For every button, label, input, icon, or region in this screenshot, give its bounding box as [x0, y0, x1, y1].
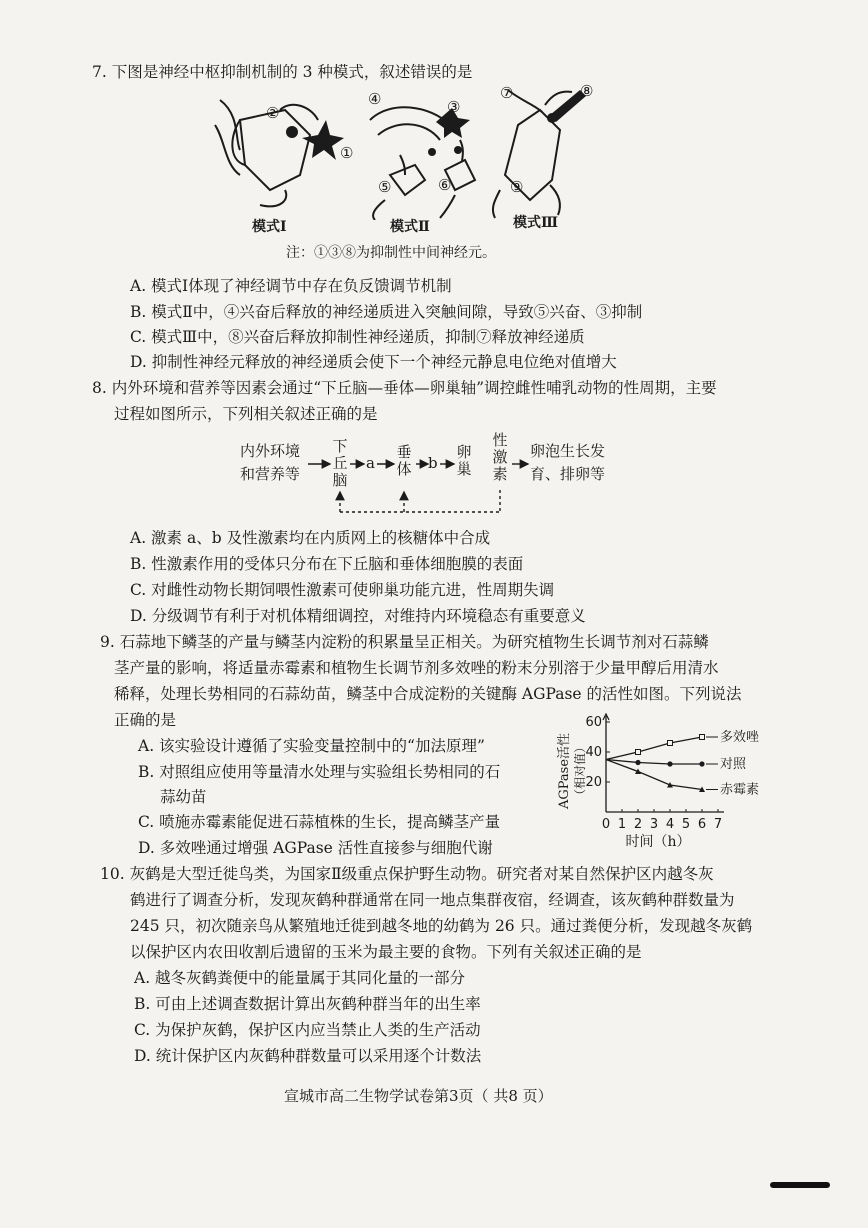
q8-stem-line1: 8. 内外环境和营养等因素会通过“下丘脑—垂体—卵巢轴”调控雌性哺乳动物的性周期，主要 [92, 379, 717, 397]
y-tick-label: 20 [585, 775, 602, 790]
flow-output-line2: 育、排卵等 [530, 465, 606, 483]
flow-hypothalamus: 下 丘 脑 [332, 437, 348, 489]
q10-option-d: D. 统计保护区内灰鹤种群数量可以采用逐个计数法 [134, 1047, 482, 1065]
q7-option-c: C. 模式Ⅲ中，⑧兴奋后释放抑制性神经递质，抑制⑦释放神经递质 [130, 328, 585, 346]
q9-option-d: D. 多效唑通过增强 AGPase 活性直接参与细胞代谢 [138, 839, 493, 857]
q10-stem-line4: 以保护区内农田收割后遗留的玉米为最主要的食物。下列有关叙述正确的是 [130, 943, 642, 961]
q10-option-a: A. 越冬灰鹤粪便中的能量属于其同化量的一部分 [134, 969, 466, 987]
marker-4: ④ [368, 90, 382, 108]
data-point [700, 735, 705, 740]
q10-stem-line1: 10. 灰鹤是大型迁徙鸟类，为国家Ⅱ级重点保护野生动物。研究者对某自然保护区内越冬灰 [100, 865, 714, 883]
series-label-2: 赤霉素 [720, 782, 760, 798]
caption-mode-1: 模式Ⅰ [252, 219, 287, 235]
caption-mode-2: 模式Ⅱ [390, 219, 430, 235]
q8-option-c: C. 对雌性动物长期饲喂性激素可使卵巢功能亢进，性周期失调 [130, 581, 555, 599]
q7-option-a: A. 模式Ⅰ体现了神经调节中存在负反馈调节机制 [130, 277, 452, 295]
q7-option-d: D. 抑制性神经元释放的神经递质会使下一个神经元静息电位绝对值增大 [130, 353, 617, 371]
q9-stem-line3: 稀释，处理长势相同的石蒜幼苗，鳞茎中合成淀粉的关键酶 AGPase 的活性如图。下列说法 [114, 685, 742, 703]
marker-8: ⑧ [580, 82, 594, 100]
series-label-0: 多效唑 [720, 730, 760, 745]
q9-option-b: B. 对照组应使用等量清水处理与实验组长势相同的石 [138, 763, 501, 781]
x-tick-label: 2 [633, 817, 643, 832]
flow-b: b [428, 454, 438, 472]
series-line-0 [606, 737, 702, 760]
series-label-1: 对照 [720, 757, 747, 772]
q9-option-c: C. 喷施赤霉素能促进石蒜植株的生长，提高鳞茎产量 [138, 813, 501, 831]
data-point [667, 761, 672, 766]
q10-stem-line3: 245 只，初次随亲鸟从繁殖地迁徙到越冬地的幼鹤为 26 只。通过粪便分析，发现越冬灰鹤 [130, 917, 753, 935]
q8-option-d: D. 分级调节有利于对机体精细调控，对维持内环境稳态有重要意义 [130, 607, 586, 625]
marker-5: ⑤ [378, 178, 392, 196]
q10-option-b: B. 可由上述调查数据计算出灰鹤种群当年的出生率 [134, 995, 481, 1013]
q7-stem: 7. 下图是神经中枢抑制机制的 3 种模式，叙述错误的是 [92, 63, 473, 81]
x-tick-label: 1 [617, 817, 627, 832]
q9-stem-line1: 9. 石蒜地下鳞茎的产量与鳞茎内淀粉的积累量呈正相关。为研究植物生长调节剂对石蒜鳞 [100, 633, 709, 651]
flow-input-line1: 内外环境 [240, 442, 301, 460]
q7-note: 注：①③⑧为抑制性中间神经元。 [286, 245, 496, 261]
x-tick-label: 4 [665, 817, 675, 832]
x-tick-label: 6 [697, 817, 707, 832]
y-tick-label: 60 [585, 715, 602, 730]
page-footer: 宣城市高二生物学试卷第3页（ 共8 页） [284, 1087, 553, 1105]
marker-9: ⑨ [510, 178, 524, 196]
marker-2: ② [266, 104, 280, 122]
data-point [699, 761, 704, 766]
flow-pituitary: 垂 体 [396, 443, 412, 478]
x-tick-label: 5 [681, 817, 691, 832]
caption-mode-3: 模式Ⅲ [513, 215, 559, 231]
data-point [668, 741, 673, 746]
x-tick-label: 0 [601, 817, 611, 832]
q7-option-b: B. 模式Ⅱ中，④兴奋后释放的神经递质进入突触间隙，导致⑤兴奋、③抑制 [130, 303, 643, 321]
q8-option-a: A. 激素 a、b 及性激素均在内质网上的核糖体中合成 [130, 529, 491, 547]
x-axis-label: 时间（h） [625, 834, 691, 850]
y-axis-label: AGPase活性 [557, 732, 572, 810]
y-axis-sublabel: （相对值） [573, 740, 587, 802]
flow-output [530, 442, 605, 484]
data-point [635, 760, 640, 765]
x-tick-label: 7 [713, 817, 723, 832]
agpase-chart [548, 712, 778, 857]
q7-neuron-diagram [200, 80, 620, 220]
q9-option-a: A. 该实验设计遵循了实验变量控制中的“加法原理” [138, 737, 485, 755]
y-tick-label: 40 [585, 745, 602, 760]
q9-stem-line2: 茎产量的影响，将适量赤霉素和植物生长调节剂多效唑的粉末分别溶于少量甲醇后用清水 [114, 659, 719, 677]
series-line-1 [606, 760, 702, 765]
q8-stem-line2: 过程如图所示，下列相关叙述正确的是 [114, 405, 378, 423]
flow-sex-hormone: 性 激 素 [492, 431, 508, 483]
flow-a: a [366, 454, 375, 472]
marker-1: ① [340, 144, 354, 162]
flow-ovary: 卵 巢 [456, 443, 472, 478]
marker-6: ⑥ [438, 176, 452, 194]
q10-stem-line2: 鹤进行了调查分析，发现灰鹤种群通常在同一地点集群夜宿，经调查，该灰鹤种群数量为 [130, 891, 735, 909]
flow-input [240, 442, 300, 484]
data-point [636, 750, 641, 755]
q9-stem-line4: 正确的是 [114, 711, 177, 729]
marker-7: ⑦ [500, 84, 514, 102]
flow-output-line1: 卵泡生长发 [530, 442, 606, 460]
x-tick-label: 3 [649, 817, 659, 832]
q9-option-b-cont: 蒜幼苗 [160, 788, 207, 806]
q10-option-c: C. 为保护灰鹤，保护区内应当禁止人类的生产活动 [134, 1021, 481, 1039]
flow-arrows [300, 437, 540, 520]
flow-input-line2: 和营养等 [240, 465, 301, 483]
marker-3: ③ [447, 98, 461, 116]
q8-option-b: B. 性激素作用的受体只分布在下丘脑和垂体细胞膜的表面 [130, 555, 524, 573]
scan-artifact [770, 1182, 830, 1188]
